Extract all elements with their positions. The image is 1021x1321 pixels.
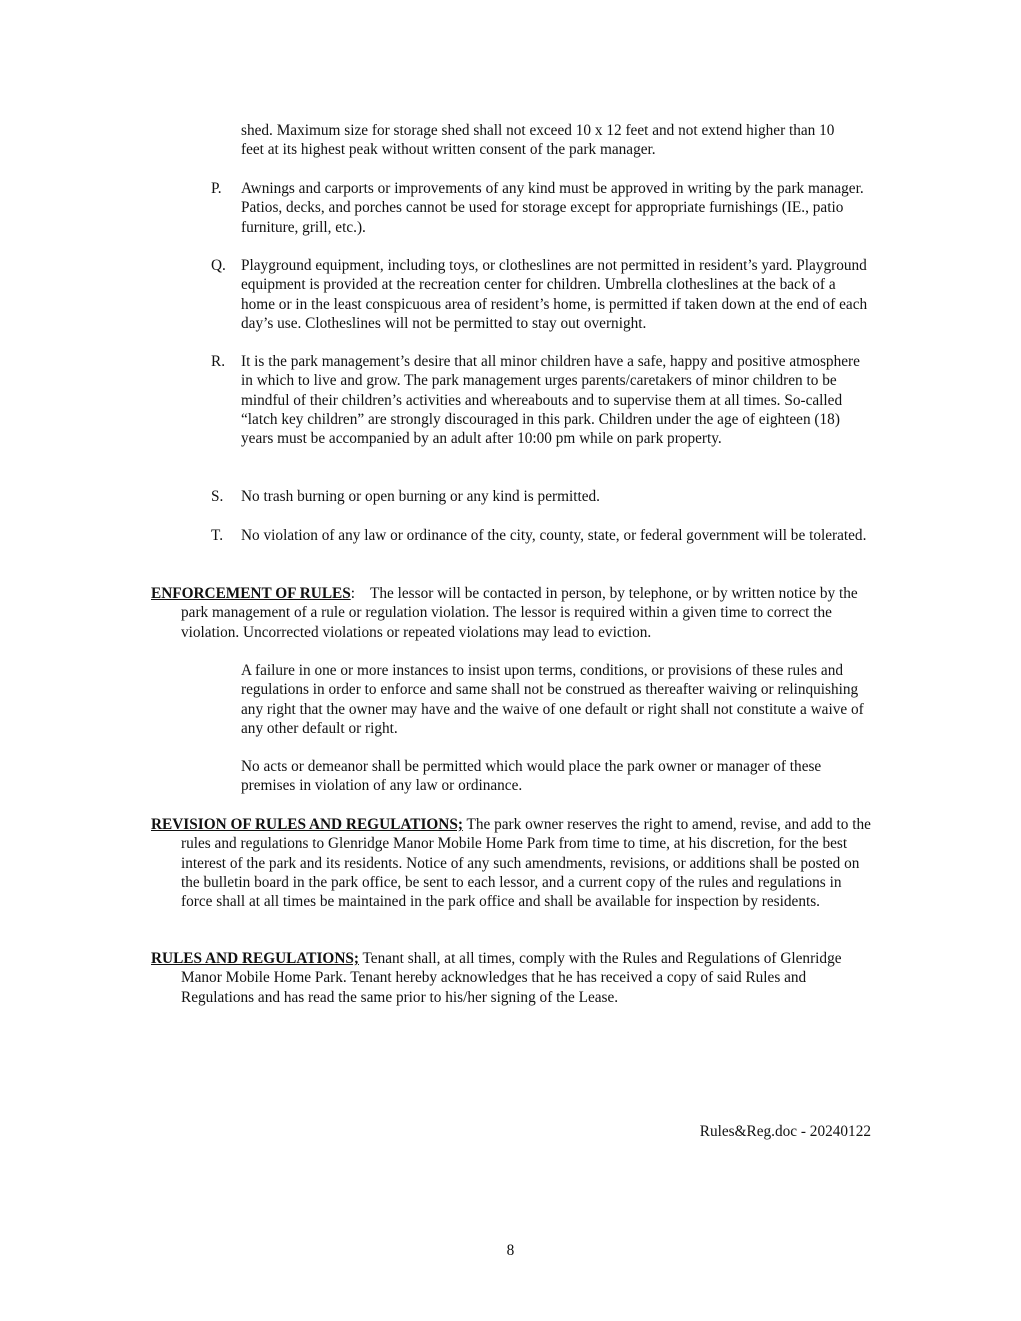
rule-text: Playground equipment, including toys, or clotheslines are not permitted in resident’s yard. Playground equipment is provided at the recreation center for children. Umbrella clotheslines at the back of a home or in the least conspicuous area of resident’s home, is permitted if taken down at the end of each day’s use. Clotheslines will not be permitted to stay out overnight. xyxy=(241,257,868,332)
rule-text: It is the park management’s desire that all minor children have a safe, happy and positive atmosphere in which to live and grow. The park management urges parents/caretakers of minor children to be mindful of their children’s activities and whereabouts and to supervise them at all times. So-called “latch key children” are strongly discouraged in this park. Children under the age of eighteen (18) years must be accompanied by an adult after 10:00 pm while on park property. xyxy=(241,353,860,448)
enforcement-paragraph-waiver: A failure in one or more instances to insist upon terms, conditions, or provisions of these rules and regulations in order to enforce and same shall not be construed as thereafter waiving or relinquishing any right that the owner may have and the waive of one default or right shall not constitute a waive of any other default or right. xyxy=(241,662,864,737)
rules-text: Tenant shall, at all times, comply with the Rules and Regulations of Glenridge Manor Mobile Home Park. Tenant hereby acknowledges that he has received a copy of said Rules and Regulations and has read the same prior to his/her signing of the Lease. xyxy=(181,950,842,1006)
rule-item-t xyxy=(211,526,871,545)
enforcement-separator: : xyxy=(350,585,355,602)
rule-letter: S. xyxy=(211,488,224,505)
rule-item-s xyxy=(211,487,871,506)
file-reference: Rules&Reg.doc - 20240122 xyxy=(699,1123,871,1140)
enforcement-paragraph-demeanor: No acts or demeanor shall be permitted which would place the park owner or manager of these premises in violation of any law or ordinance. xyxy=(241,758,822,795)
rules-heading: RULES AND REGULATIONS; xyxy=(151,950,359,967)
page-number: 8 xyxy=(506,1242,515,1259)
enforcement-section xyxy=(151,584,873,642)
continuation-paragraph: shed. Maximum size for storage shed shall not exceed 10 x 12 feet and not extend higher than 10 feet at its highest peak without written consent of the park manager. xyxy=(241,122,835,159)
enforcement-heading: ENFORCEMENT OF RULES xyxy=(151,585,351,602)
rules-section xyxy=(151,949,873,1007)
rule-item-r xyxy=(211,352,871,448)
enforcement-text: The lessor will be contacted in person, by telephone, or by written notice by the park management of a rule or regulation violation. The lessor is required within a given time to correct the violation. Uncorrected violations or repeated violations may lead to eviction. xyxy=(181,585,858,641)
revision-heading: REVISION OF RULES AND REGULATIONS; xyxy=(151,816,463,833)
rule-letter: Q. xyxy=(211,257,226,274)
rule-text: No trash burning or open burning or any kind is permitted. xyxy=(241,488,600,505)
rule-letter: P. xyxy=(211,180,222,197)
rule-item-p xyxy=(211,179,871,237)
revision-section xyxy=(151,815,873,911)
revision-text: The park owner reserves the right to amend, revise, and add to the rules and regulations to Glenridge Manor Mobile Home Park from time to time, at his discretion, for the best interest of the park and its residents. Notice of any such amendments, revisions, or additions shall be posted on the bulletin board in the park office, be sent to each lessor, and a current copy of the rules and regulations in force shall at all times be maintained in the park office and shall be available for inspection by residents. xyxy=(181,816,871,911)
rule-letter: T. xyxy=(211,527,224,544)
rule-letter: R. xyxy=(211,353,226,370)
rule-text: No violation of any law or ordinance of the city, county, state, or federal government will be tolerated. xyxy=(241,527,867,544)
rule-item-q xyxy=(211,256,871,333)
rule-text: Awnings and carports or improvements of any kind must be approved in writing by the park manager. Patios, decks, and porches cannot be used for storage except for appropriate furnishings (IE., patio furniture, grill, etc.). xyxy=(241,180,864,236)
